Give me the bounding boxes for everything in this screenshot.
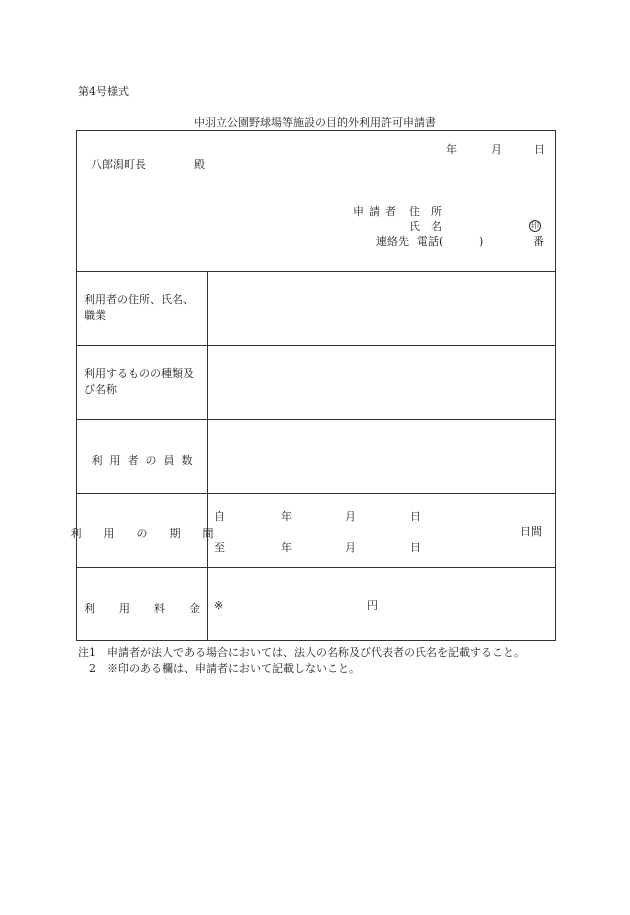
date-day: 日 <box>534 143 545 156</box>
column-divider <box>207 271 208 641</box>
applicant-address-label: 住 所 <box>409 205 442 218</box>
label-char: 用 <box>119 602 130 615</box>
period-from: 自 <box>214 510 225 523</box>
applicant-name-label: 氏 名 <box>409 220 442 233</box>
label-char: 員 <box>163 454 175 467</box>
date-month: 月 <box>491 143 502 156</box>
period-to-day: 日 <box>410 541 421 554</box>
label-char: の <box>136 527 148 540</box>
label-char: 金 <box>189 602 200 615</box>
label-char: の <box>145 454 157 467</box>
label-char: 利 <box>91 454 103 467</box>
fee-mark: ※ <box>214 599 224 612</box>
form-title: 中羽立公園野球場等施設の目的外利用許可申請書 <box>194 116 436 129</box>
contact-label: 連絡先 <box>376 235 409 248</box>
period-to-year: 年 <box>281 541 292 554</box>
row-label-usage-type: 利用するものの種類及び名称 <box>84 367 194 396</box>
divider <box>77 345 555 346</box>
period-from-year: 年 <box>281 510 292 523</box>
divider <box>77 419 555 420</box>
divider <box>77 493 555 494</box>
label-char: 数 <box>181 454 193 467</box>
period-to-month: 月 <box>345 541 356 554</box>
fee-currency: 円 <box>367 599 378 612</box>
divider <box>77 567 555 568</box>
row-label-user-info: 利用者の住所、氏名、職業 <box>84 293 194 322</box>
label-char: 者 <box>127 454 139 467</box>
phone-label: 電話( <box>417 235 444 248</box>
period-from-day: 日 <box>410 510 421 523</box>
notes <box>78 645 525 677</box>
addressee-honorific: 殿 <box>194 158 205 171</box>
period-days: 日間 <box>520 525 542 538</box>
seal-icon: 印 <box>531 221 539 230</box>
addressee-name: 八郎潟町長 <box>91 158 146 171</box>
label-char: 利 <box>84 602 95 615</box>
form-number: 第4号様式 <box>78 85 129 98</box>
row-label-period <box>70 525 214 541</box>
label-char: 利 <box>70 527 82 540</box>
row-label-user-count <box>77 452 207 468</box>
application-form <box>70 130 556 641</box>
note-item: 2 ※印のある欄は、申請者において記載しないこと。 <box>78 662 360 675</box>
label-char: 間 <box>202 527 214 540</box>
applicant-heading: 申請者 <box>353 205 401 218</box>
label-char: 料 <box>154 602 165 615</box>
note-item: 注1 申請者が法人である場合においては、法人の名称及び代表者の氏名を記載すること。 <box>78 646 525 659</box>
label-char: 用 <box>103 527 115 540</box>
period-to: 至 <box>214 541 225 554</box>
period-from-month: 月 <box>345 510 356 523</box>
label-char: 期 <box>169 527 181 540</box>
phone-suffix: 番 <box>533 235 544 248</box>
label-char: 用 <box>109 454 121 467</box>
divider <box>77 271 555 272</box>
phone-close: ) <box>479 235 484 248</box>
date-year: 年 <box>446 143 457 156</box>
row-label-fee <box>77 600 207 616</box>
